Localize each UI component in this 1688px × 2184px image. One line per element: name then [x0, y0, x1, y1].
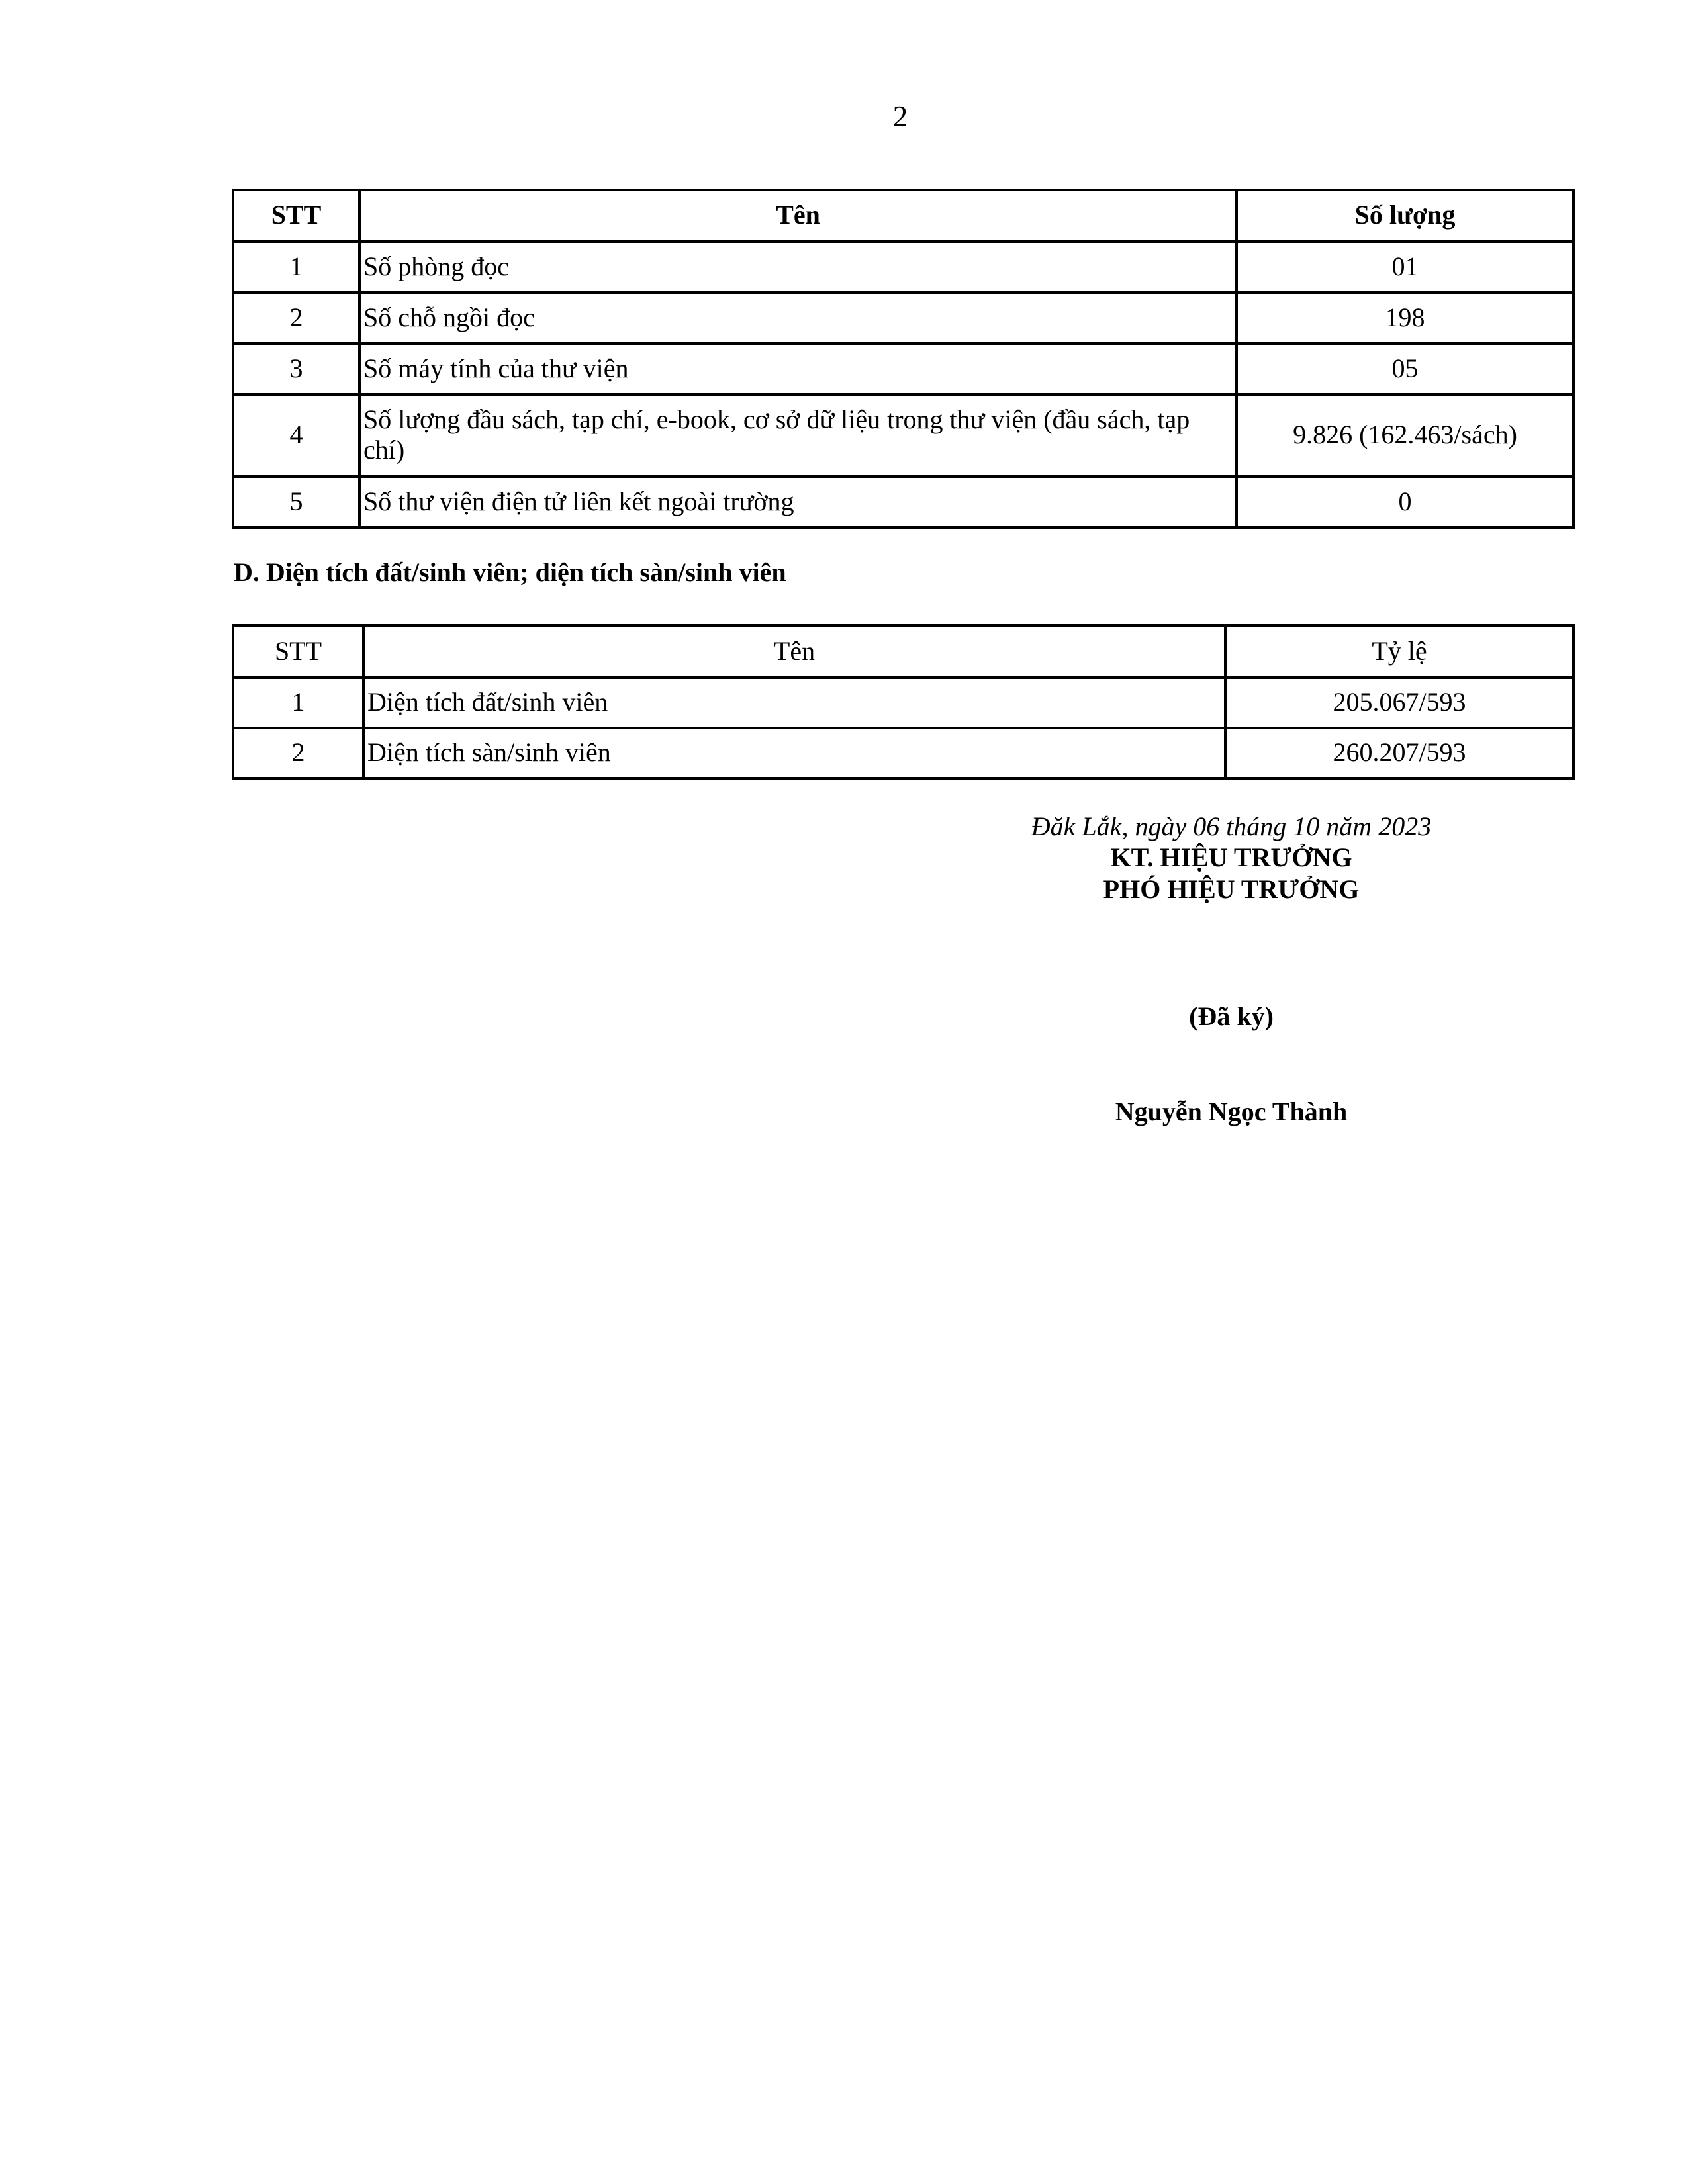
- table-header-row: [233, 625, 1573, 678]
- header-cell-name: [359, 190, 1237, 242]
- table-row: [233, 728, 1573, 778]
- name-text: Số máy tính của thư viện: [363, 353, 629, 383]
- stt-text: 1: [289, 251, 303, 281]
- header-value-label: Số lượng: [1354, 200, 1456, 230]
- signed-note: (Đã ký): [1189, 1001, 1274, 1031]
- stt-cell: [233, 477, 359, 527]
- table-header-row: [233, 190, 1573, 242]
- stt-text: 1: [291, 687, 305, 717]
- stt-cell: [233, 678, 363, 728]
- signature-place-date: Đăk Lắk, ngày 06 tháng 10 năm 2023: [1031, 811, 1432, 841]
- stt-text: 5: [289, 486, 303, 516]
- value-text: 0: [1398, 486, 1412, 516]
- value-cell: [1225, 678, 1573, 728]
- name-cell: [359, 477, 1237, 527]
- name-text: Số lượng đầu sách, tạp chí, e-book, cơ sở dữ liệu trong thư viện (đầu sách, tạp chí): [363, 404, 1190, 465]
- table-row: [233, 394, 1573, 477]
- stt-cell: [233, 728, 363, 778]
- value-text: 198: [1385, 302, 1425, 332]
- name-cell: [363, 678, 1225, 728]
- header-cell-value: [1225, 625, 1573, 678]
- page-number: 2: [892, 100, 908, 133]
- value-cell: [1237, 293, 1573, 343]
- name-cell: [363, 728, 1225, 778]
- value-cell: [1237, 343, 1573, 394]
- value-cell: [1237, 394, 1573, 477]
- signature-title-line1: KT. HIỆU TRƯỞNG: [1110, 842, 1352, 872]
- name-cell: [359, 242, 1237, 293]
- name-text: Số thư viện điện tử liên kết ngoài trường: [363, 486, 794, 516]
- header-cell-stt: [233, 625, 363, 678]
- signature-title-line2: PHÓ HIỆU TRƯỞNG: [1103, 874, 1360, 904]
- stt-cell: [233, 293, 359, 343]
- value-text: 205.067/593: [1333, 687, 1466, 717]
- header-name-label: Tên: [776, 200, 820, 230]
- name-text: Diện tích sàn/sinh viên: [367, 737, 611, 767]
- table-row: [233, 678, 1573, 728]
- table-row: [233, 477, 1573, 527]
- name-cell: [359, 293, 1237, 343]
- value-text: 9.826 (162.463/sách): [1293, 420, 1517, 449]
- stt-cell: [233, 343, 359, 394]
- signer-name: Nguyễn Ngọc Thành: [1115, 1097, 1348, 1126]
- header-stt-label: STT: [271, 200, 322, 230]
- value-text: 01: [1391, 251, 1419, 281]
- table-row: [233, 343, 1573, 394]
- header-cell-name: [363, 625, 1225, 678]
- header-stt-label: STT: [274, 635, 322, 666]
- value-text: 05: [1391, 353, 1419, 383]
- stt-text: 2: [289, 302, 303, 332]
- stt-text: 4: [289, 420, 303, 449]
- value-cell: [1237, 477, 1573, 527]
- stt-text: 3: [289, 353, 303, 383]
- value-cell: [1237, 242, 1573, 293]
- value-text: 260.207/593: [1333, 737, 1466, 767]
- value-cell: [1225, 728, 1573, 778]
- table-row: [233, 293, 1573, 343]
- name-text: Số phòng đọc: [363, 251, 509, 281]
- header-cell-value: [1237, 190, 1573, 242]
- name-text: Số chỗ ngồi đọc: [363, 302, 535, 332]
- table-row: [233, 242, 1573, 293]
- stt-text: 2: [291, 737, 305, 767]
- name-text: Diện tích đất/sinh viên: [367, 687, 608, 717]
- library-statistics-table: [232, 189, 1575, 529]
- stt-cell: [233, 242, 359, 293]
- area-ratio-table: [232, 624, 1575, 780]
- name-cell: [359, 343, 1237, 394]
- stt-cell: [233, 394, 359, 477]
- header-value-label: Tỷ lệ: [1372, 635, 1427, 666]
- section-d-heading: D. Diện tích đất/sinh viên; diện tích sàn/sinh viên: [234, 557, 786, 587]
- header-cell-stt: [233, 190, 359, 242]
- name-cell: [359, 394, 1237, 477]
- header-name-label: Tên: [773, 635, 816, 666]
